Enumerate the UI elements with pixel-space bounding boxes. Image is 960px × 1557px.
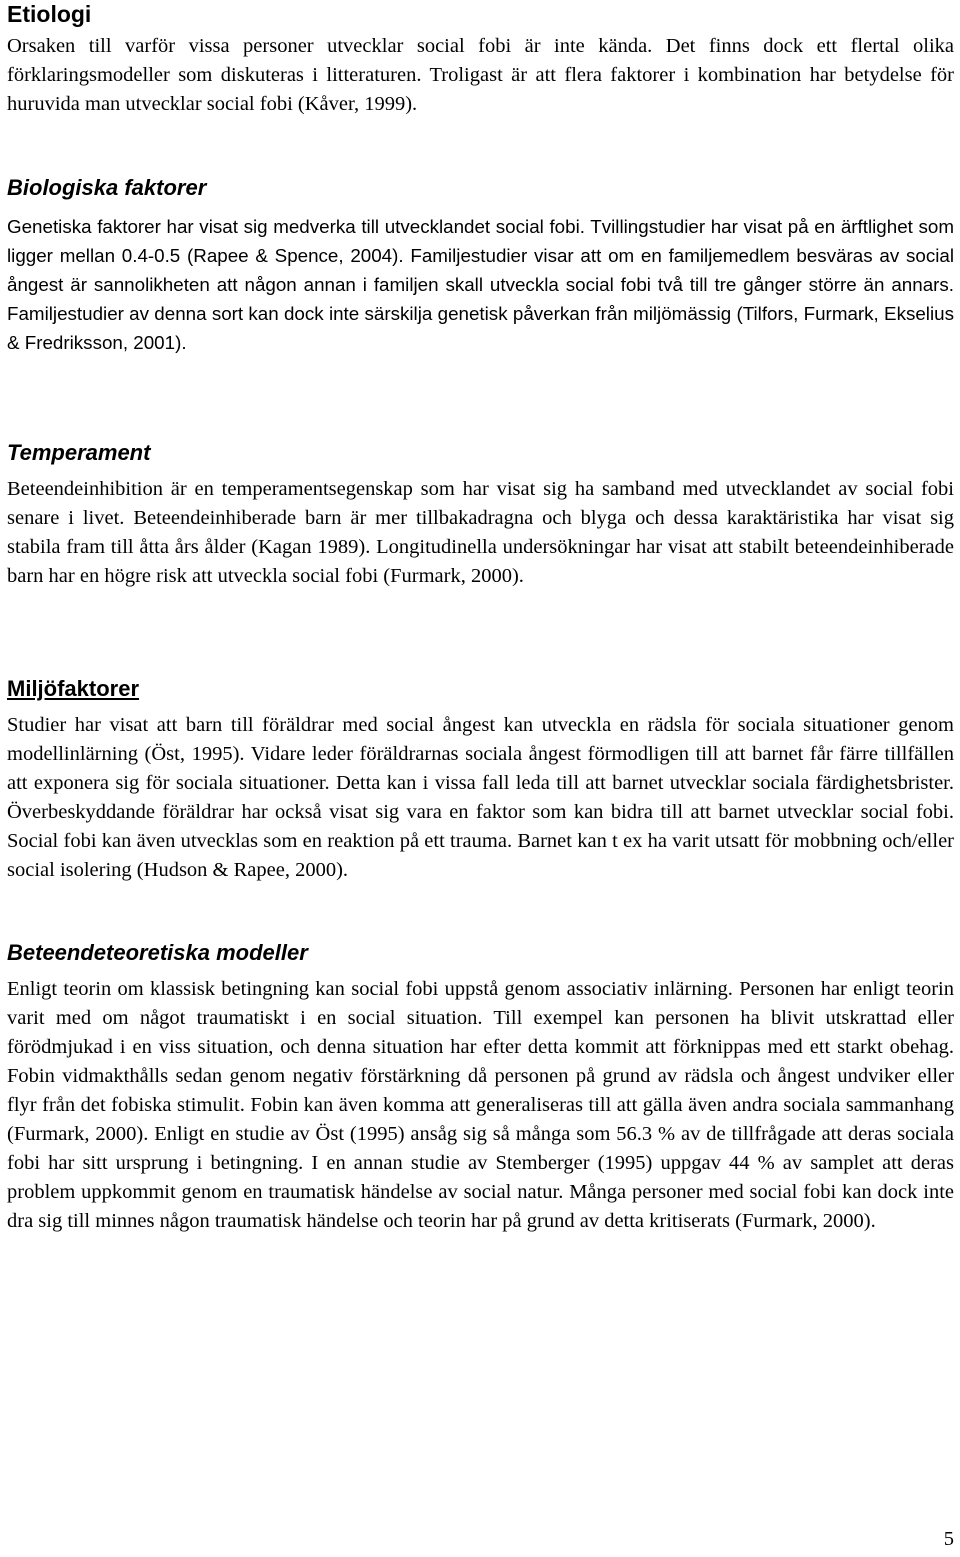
- section-beteendeteoretiska-modeller: [0, 940, 960, 1236]
- section-paragraph: Beteendeinhibition är en temperamentsegenskap som har visat sig ha samband med utvecklandet av social fobi senare i livet. Beteendeinhiberade barn är mer tillbakadragna och blyga och dessa karaktäristika har visat sig stabila fram till åtta års ålder (Kagan 1989). Longitudinella undersökningar har visat att stabilt beteendeinhiberade barn har en högre risk att utveckla social fobi (Furmark, 2000).: [7, 478, 954, 587]
- section-heading: Temperament: [7, 440, 151, 465]
- section-etiologi: [0, 0, 960, 119]
- section-paragraph: Genetiska faktorer har visat sig medverka till utvecklandet social fobi. Tvillingstudier har visat på en ärftlighet som ligger mellan 0.4-0.5 (Rapee & Spence, 2004). Familjestudier visar att om en familjemedlem besväras av social ångest är sannolikheten att någon annan i familjen skall utveckla social fobi två till tre gånger större än annars. Familjestudier av denna sort kan dock inte särskilja genetisk påverkan från miljömässig (Tilfors, Furmark, Ekselius & Fredriksson, 2001).: [7, 216, 954, 353]
- section-heading: Biologiska faktorer: [7, 175, 207, 200]
- section-temperament: [0, 440, 960, 591]
- section-paragraph: Enligt teorin om klassisk betingning kan social fobi uppstå genom associativ inlärning. Personen har enligt teorin varit med om något traumatiskt i en social situation. Till exempel kan personen ha blivit utskrattad eller förödmjukad i en viss situation, och denna situation har efter detta kommit att förknippas med ett starkt obehag. Fobin vidmakthålls sedan genom negativ förstärkning då personen på grund av rädsla och ångest undviker eller flyr från det fobiska stimulit. Fobin kan även komma att generaliseras till att gälla även andra sociala sammanhang (Furmark, 2000). Enligt en studie av Öst (1995) ansåg sig så många som 56.3 % av de tillfrågade att deras sociala fobi har sitt ursprung i betingning. I en annan studie av Stemberger (1995) uppgav 44 % av samplet att deras problem uppkommit genom en traumatisk händelse av social natur. Många personer med social fobi kan dock inte dra sig till minnes någon traumatisk händelse och teorin har på grund av detta kritiserats (Furmark, 2000).: [7, 978, 954, 1232]
- section-heading: Miljöfaktorer: [7, 676, 140, 701]
- section-heading: Beteendeteoretiska modeller: [7, 940, 308, 965]
- page-number: 5: [943, 1528, 954, 1550]
- section-heading: Etiologi: [7, 1, 92, 27]
- section-paragraph: Orsaken till varför vissa personer utvecklar social fobi är inte kända. Det finns dock ett flertal olika förklaringsmodeller som diskuteras i litteraturen. Troligast är att flera faktorer i kombination har betydelse för huruvida man utvecklar social fobi (Kåver, 1999).: [7, 35, 954, 115]
- section-miljofaktorer: [0, 676, 960, 885]
- section-paragraph: Studier har visat att barn till föräldrar med social ångest kan utveckla en rädsla för sociala situationer genom modellinlärning (Öst, 1995). Vidare leder föräldrarnas sociala ångest förmodligen till att barnet får färre tillfällen att exponera sig för sociala situationer. Detta kan i vissa fall leda till att barnet utvecklar sociala färdighetsbrister. Överbeskyddande föräldrar har också visat sig vara en faktor som kan bidra till att barnet utvecklar social fobi. Social fobi kan även utvecklas som en reaktion på ett trauma. Barnet kan t ex ha varit utsatt för mobbning och/eller social isolering (Hudson & Rapee, 2000).: [7, 714, 954, 881]
- section-biologiska-faktorer: [0, 175, 960, 357]
